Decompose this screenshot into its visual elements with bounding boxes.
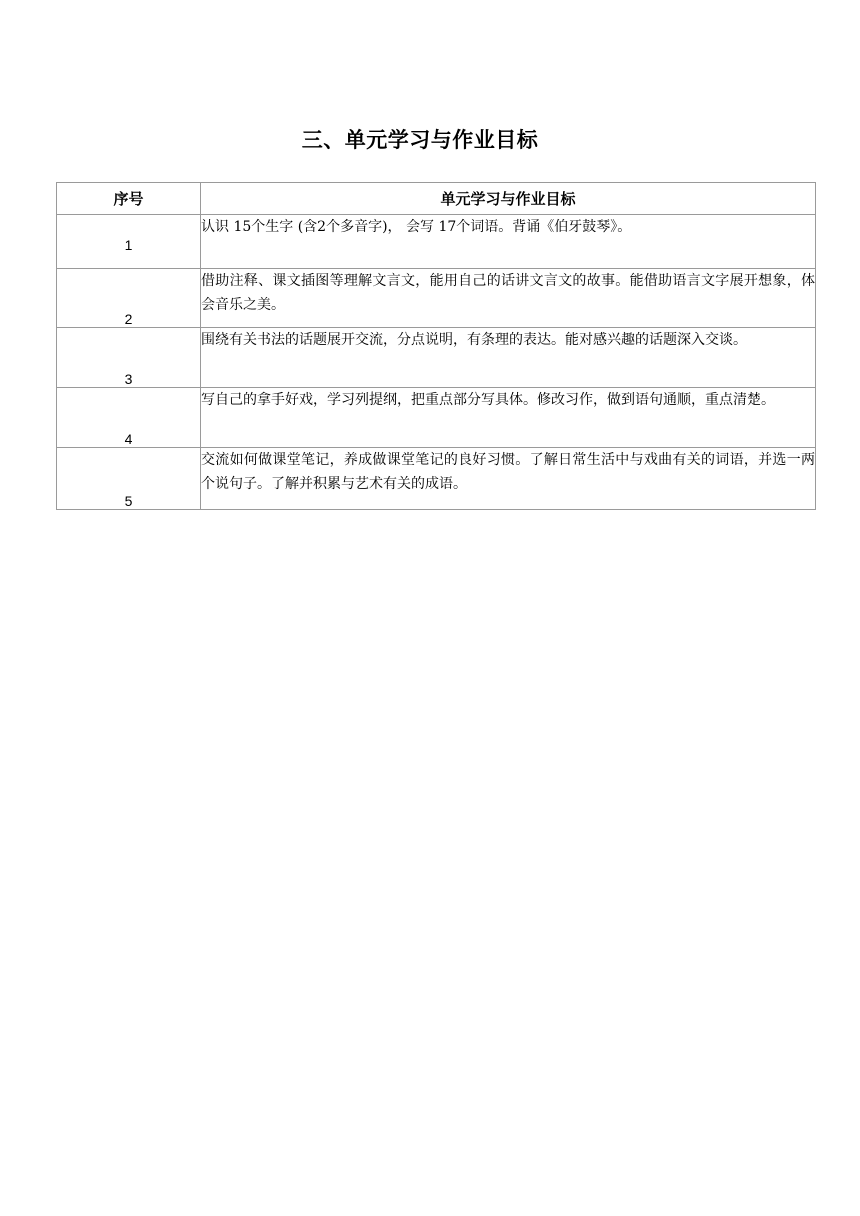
table-row: [57, 269, 816, 328]
table-row: [57, 388, 816, 448]
header-number: 序号: [57, 183, 201, 215]
page-title: 三、单元学习与作业目标: [301, 128, 539, 152]
row-number: 4: [57, 388, 201, 448]
row-goal: 围绕有关书法的话题展开交流，分点说明，有条理的表达。能对感兴趣的话题深入交谈。: [201, 328, 816, 388]
table-row: [57, 448, 816, 510]
row-goal: 借助注释、课文插图等理解文言文，能用自己的话讲文言文的故事。能借助语言文字展开想象，体会音乐之美。: [201, 269, 816, 328]
row-goal: 认识 15个生字 (含2个多音字)， 会写 17个词语。背诵《伯牙鼓琴》。: [201, 215, 816, 269]
goals-table: [56, 182, 816, 510]
table-header-row: [57, 183, 816, 215]
header-goal: 单元学习与作业目标: [201, 183, 816, 215]
row-number: 1: [57, 215, 201, 269]
row-goal: 写自己的拿手好戏，学习列提纲，把重点部分写具体。修改习作，做到语句通顺，重点清楚。: [201, 388, 816, 448]
row-goal: 交流如何做课堂笔记，养成做课堂笔记的良好习惯。了解日常生活中与戏曲有关的词语，并选一两个说句子。了解并积累与艺术有关的成语。: [201, 448, 816, 510]
row-number: 3: [57, 328, 201, 388]
row-number: 2: [57, 269, 201, 328]
row-number: 5: [57, 448, 201, 510]
table-row: [57, 215, 816, 269]
table-row: [57, 328, 816, 388]
